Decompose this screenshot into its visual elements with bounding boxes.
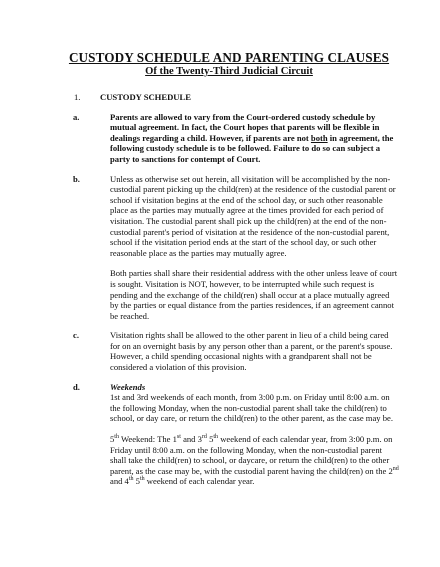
clause-b-paragraph-2: Both parties shall share their residential address with the other unless leave of court is sought. Visitation is NOT, however, to be interrupted while such request is pending and the exchange of the child(ren) shall occur at a place mutually agreed by the parties or equal distance from the parties residences, if an agreement cannot be reached.	[110, 268, 398, 321]
clause-body	[110, 112, 400, 165]
clause-a	[58, 112, 400, 165]
section-heading: CUSTODY SCHEDULE	[100, 92, 191, 102]
ordinal-suffix: st	[176, 434, 181, 441]
clause-letter: a.	[73, 111, 80, 122]
clause-d-paragraph-2	[110, 434, 400, 487]
clause-body	[110, 330, 400, 372]
text-run: 5	[133, 476, 140, 487]
clause-body	[110, 174, 400, 322]
ordinal-suffix: rd	[201, 434, 207, 441]
clause-a-underlined-word: both	[310, 132, 328, 143]
ordinal-suffix: th	[114, 434, 119, 441]
text-run: Weekend: The 1	[118, 434, 177, 445]
ordinal-suffix: th	[128, 476, 134, 483]
clause-b	[58, 174, 400, 322]
section-custody-schedule	[58, 92, 400, 103]
clause-d-paragraph-1: 1st and 3rd weekends of each month, from 3:00 p.m. on Friday until 8:00 a.m. on the following Monday, when the non-custodial parent shall take the child(ren) to school, or day care, or return the child(ren) to the other parent, as the case may be.	[110, 392, 393, 424]
text-run: weekend of each calendar year, from 3:00 p.m. on Friday until 8:00 a.m. on the following Monday, when the non-custodial parent shall take the child(ren) to school, or daycare, or return the child(ren) to the other parent, as the case may be, with the custodial parent having the child(ren) on the 2	[110, 434, 393, 476]
clause-letter: d.	[73, 381, 80, 392]
text-run: weekend of each calendar year.	[144, 476, 255, 487]
ordinal-suffix: th	[139, 476, 145, 483]
document-title: CUSTODY SCHEDULE AND PARENTING CLAUSES	[68, 50, 390, 65]
clause-body	[110, 382, 400, 487]
clause-letter: b.	[73, 173, 80, 184]
clause-c	[58, 330, 400, 372]
text-run: 5	[206, 434, 214, 445]
clause-letter: c.	[73, 330, 79, 341]
section-number: 1.	[74, 92, 81, 102]
text-run: and 4	[110, 476, 129, 487]
ordinal-suffix: th	[213, 434, 219, 441]
weekends-heading: Weekends	[110, 381, 146, 392]
clause-a-text-1: Parents are allowed to vary from the Court-ordered custody schedule by mutual agreement. In fact, the Court hopes that parents will be flexible in dealings regarding a child. However, if parents are not	[110, 111, 380, 143]
clause-b-paragraph-1: Unless as otherwise set out herein, all visitation will be accomplished by the non-custodial parent picking up the child(ren) at the residence of the custodial parent or school if visitation begins at the end of the school day, or such other reasonable place as the parties may mutually agree at the times provided for each period of visitation. The custodial parent shall pick up the child(ren) at the end of the non-custodial parent's period of visitation at the residence of the non-custodial parent, school if the visitation period ends at the start of the school day, or such other reasonable place as the parties may mutually agree.	[110, 173, 396, 258]
clause-c-paragraph: Visitation rights shall be allowed to the other parent in lieu of a child being cared for on an overnight basis by any person other than a parent, or the parent's spouse. However, a child spending occasional nights with a grandparent shall not be considered a violation of this provision.	[110, 330, 393, 373]
text-run: 5	[110, 434, 115, 445]
clause-d	[58, 382, 400, 487]
ordinal-suffix: nd	[392, 465, 399, 472]
clause-a-text-2: in agreement, the following custody schedule is to be followed. Failure to do so can subject a party to sanctions for contempt of Court.	[110, 132, 394, 164]
document-subtitle: Of the Twenty-Third Judicial Circuit	[145, 66, 313, 77]
text-run: and 3	[180, 434, 202, 445]
clause-a-paragraph	[110, 112, 400, 165]
